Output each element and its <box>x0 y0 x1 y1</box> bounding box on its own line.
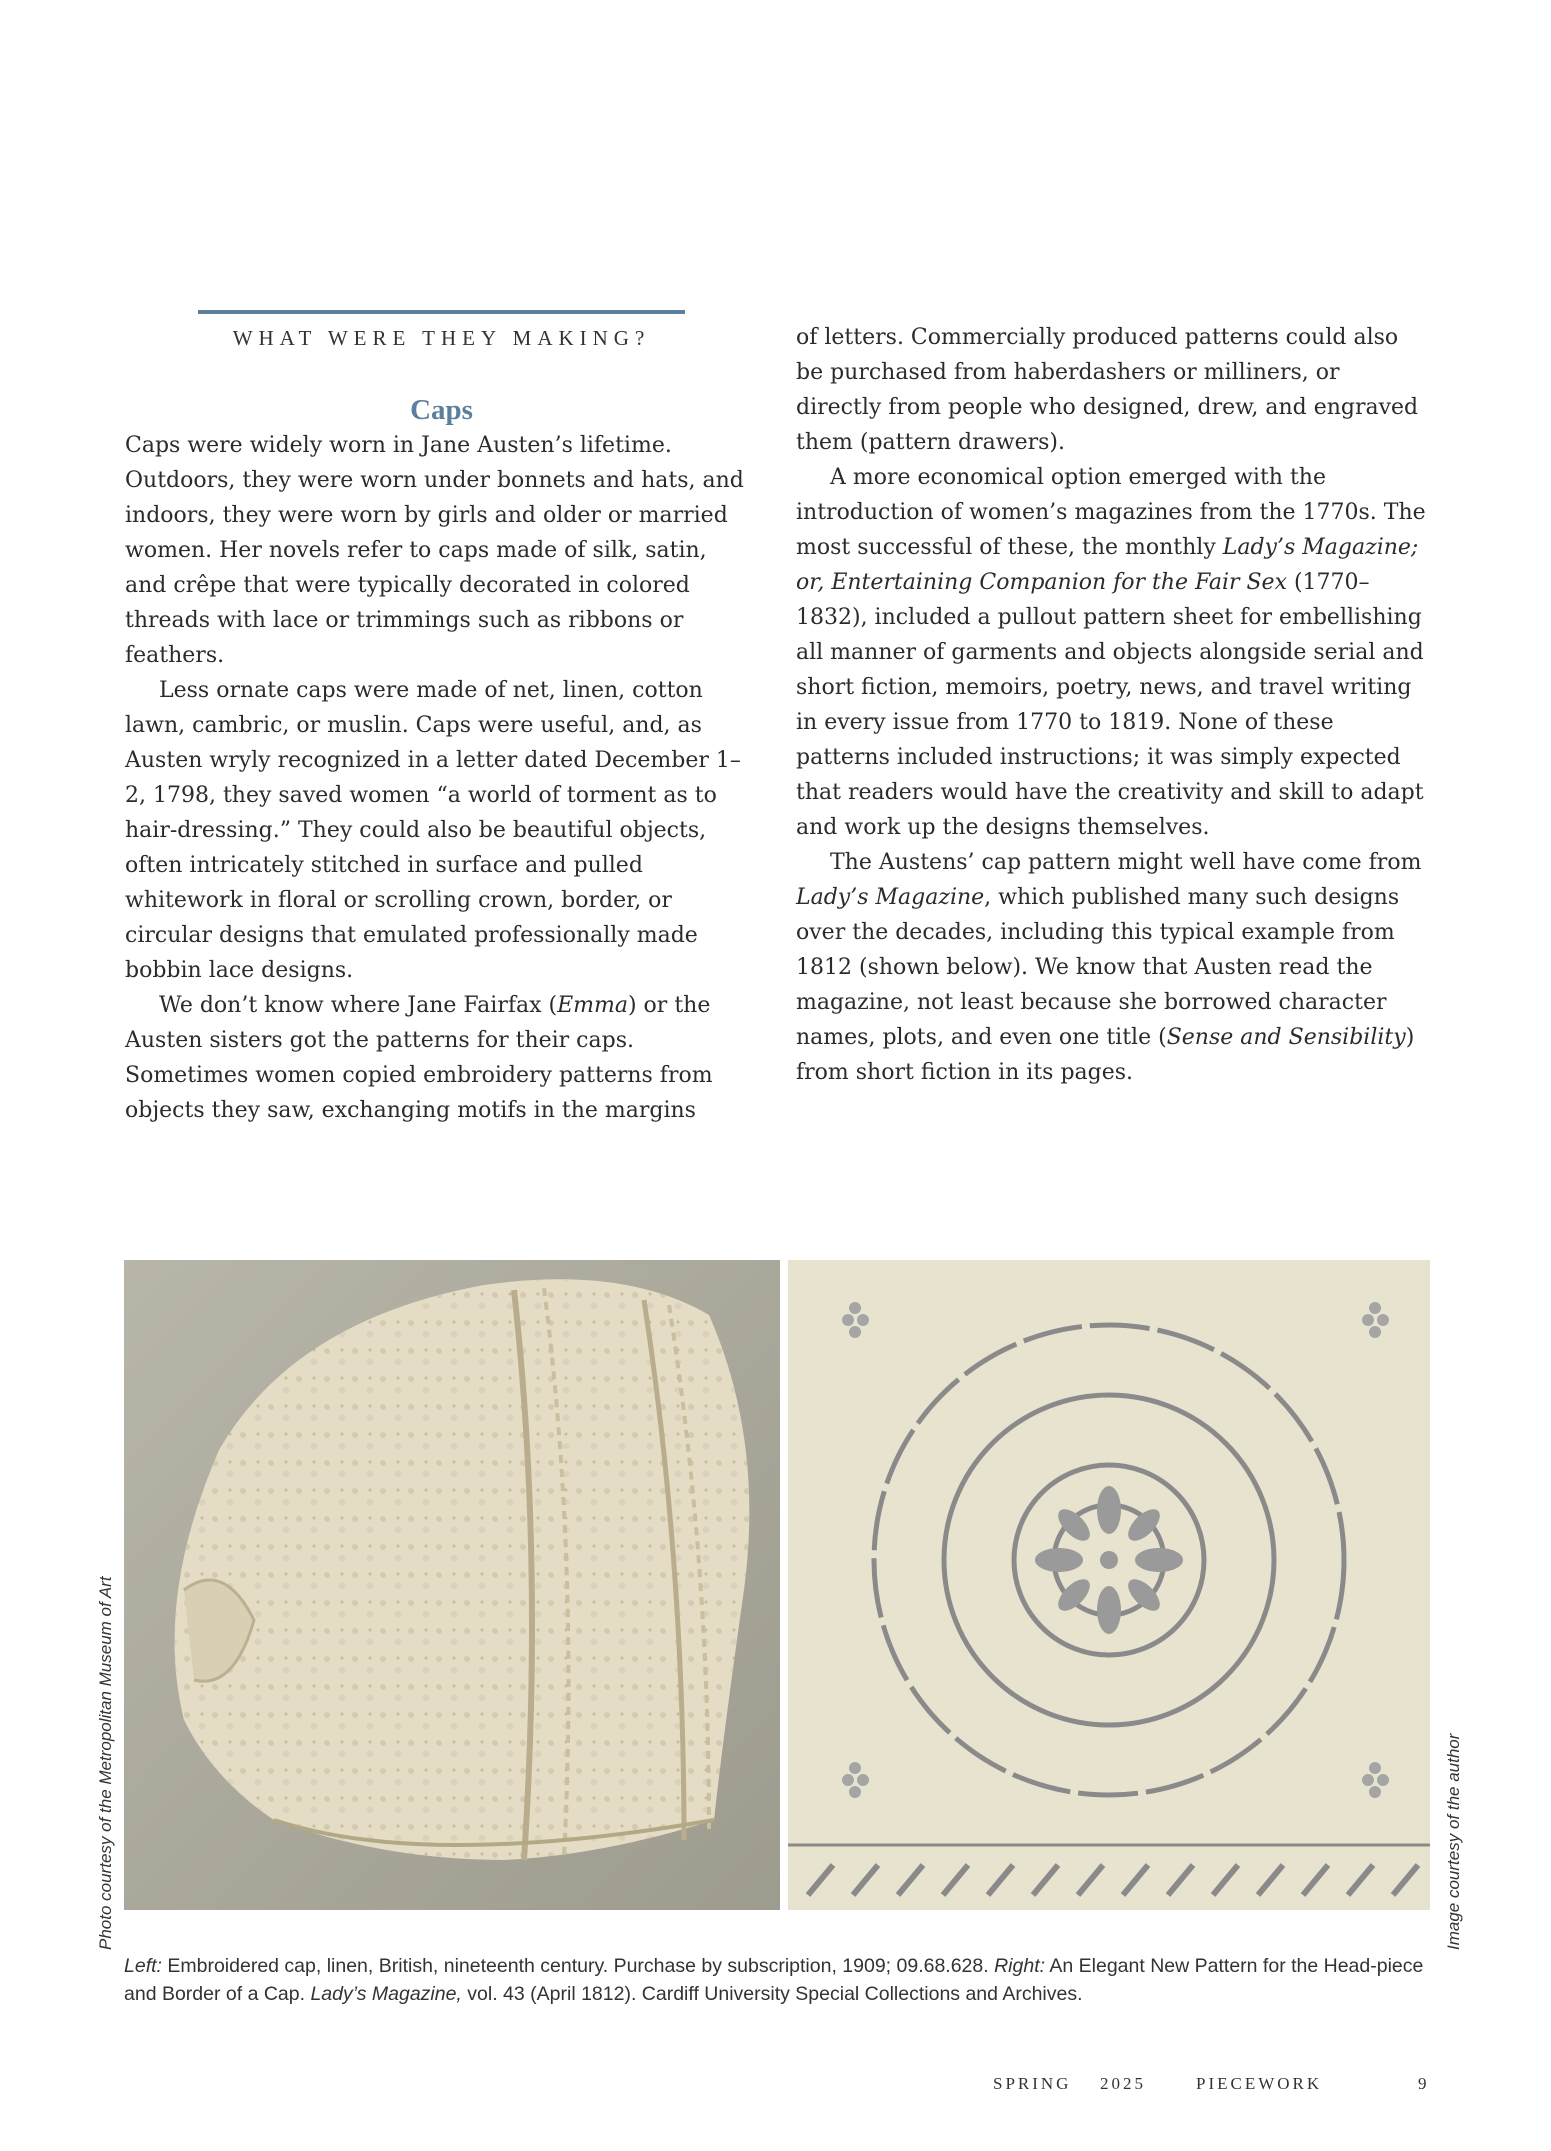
photo-credit-left: Photo courtesy of the Metropolitan Museum of Art <box>96 1576 115 1950</box>
right-p3-emphasis-2: Sense and Sensibility <box>1166 1025 1406 1050</box>
caption-magazine: Lady’s Magazine, <box>310 1983 462 2005</box>
cap-pattern-image <box>788 1260 1430 1910</box>
right-p3-end: ) from short fiction in its pages. <box>796 1025 1415 1085</box>
right-paragraph-2 <box>796 460 1431 845</box>
right-paragraph-3 <box>796 845 1431 1090</box>
photo-credit-right: Image courtesy of the author <box>1444 1733 1463 1950</box>
right-p2-end: (1770–1832), included a pullout pattern sheet for embellishing all manner of garments and objects alongside serial and short fiction, memoirs, poetry, news, and travel writing in every issue from 1770 to 1819. None of these patterns included instructions; it was simply expected that readers would have the creativity and skill to adapt and work up the designs themselves. <box>796 570 1424 840</box>
caption-tail: vol. 43 (April 1812). Cardiff University Special Collections and Archives. <box>461 1983 1083 2005</box>
right-column <box>796 320 1431 1090</box>
caption-left-label: Left: <box>124 1955 162 1977</box>
right-paragraph-1: of letters. Commercially produced patterns could also be purchased from haberdashers or milliners, or directly from people who designed, drew, and engraved them (pattern drawers). <box>796 325 1419 455</box>
section-rule <box>198 310 685 314</box>
left-column <box>125 428 755 1128</box>
cap-illustration <box>124 1260 780 1910</box>
caption-left-text: Embroidered cap, linen, British, nineteenth century. Purchase by subscription, 1909; 09.68.628. <box>161 1955 995 1977</box>
right-p2-start: A more economical option emerged with the introduction of women’s magazines from the 1770s. The most successful of these, the monthly <box>796 465 1426 560</box>
embroidered-cap-photo <box>124 1260 780 1910</box>
left-paragraph-3 <box>125 988 755 1128</box>
caption-right-label: Right: <box>994 1955 1046 1977</box>
figure-caption <box>124 1952 1430 2008</box>
footer-magazine: PIECEWORK <box>1196 2074 1323 2093</box>
left-p3-start: We don’t know where Jane Fairfax ( <box>159 993 558 1018</box>
page-number: 9 <box>1418 2074 1427 2093</box>
footer-season: SPRING <box>993 2074 1072 2093</box>
section-kicker: WHAT WERE THEY MAKING? <box>232 326 651 350</box>
right-p3-emphasis-1: Lady’s Magazine <box>796 885 985 910</box>
left-paragraph-1: Caps were widely worn in Jane Austen’s lifetime. Outdoors, they were worn under bonnets and hats, and indoors, they were worn by girls and older or married women. Her novels refer to caps made of silk, satin, and crêpe that were typically decorated in colored threads with lace or trimmings such as ribbons or feathers. <box>125 433 744 668</box>
section-heading: Caps <box>410 394 473 426</box>
caption-right-text: An Elegant New Pattern for the Head-piece and Border of a Cap. <box>124 1955 1424 2005</box>
right-p3-start: The Austens’ cap pattern might well have come from <box>830 850 1422 875</box>
left-p3-end: ) or the Austen sisters got the patterns for their caps. Sometimes women copied embroidery patterns from objects they saw, exchanging motifs in the margins <box>125 993 713 1123</box>
right-p3-middle: , which published many such designs over the decades, including this typical example from 1812 (shown below). We know that Austen read the magazine, not least because she borrowed character names, plots, and even one title ( <box>796 885 1400 1050</box>
footer-year: 2025 <box>1100 2074 1146 2093</box>
left-p3-emphasis: Emma <box>557 993 628 1018</box>
pattern-illustration <box>788 1260 1430 1910</box>
left-paragraph-2: Less ornate caps were made of net, linen, cotton lawn, cambric, or muslin. Caps were useful, and, as Austen wryly recognized in a letter dated December 1–2, 1798, they saved women “a world of torment as to hair-dressing.” They could also be beautiful objects, often intricately stitched in surface and pulled whitework in floral or scrolling crown, border, or circular designs that emulated professionally made bobbin lace designs. <box>125 678 741 983</box>
right-p2-emphasis: Lady’s Magazine; or, Entertaining Companion for the Fair Sex <box>796 535 1419 595</box>
